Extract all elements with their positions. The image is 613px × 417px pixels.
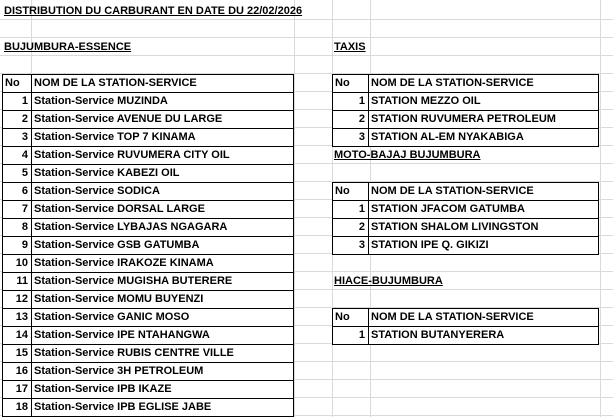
table-row (3, 255, 294, 273)
table-row (3, 93, 294, 111)
row-number: 10 (3, 255, 32, 273)
table-header-row (3, 75, 294, 93)
row-number: 13 (3, 309, 32, 327)
row-number: 1 (333, 93, 369, 111)
station-name: Station-Service MUZINDA (32, 93, 294, 111)
table-row (3, 111, 294, 129)
table-row (333, 111, 599, 129)
station-name: Station-Service IPE NTAHANGWA (32, 327, 294, 345)
row-number: 8 (3, 219, 32, 237)
table-row (333, 219, 599, 237)
col-header-station-name: NOM DE LA STATION-SERVICE (369, 183, 599, 201)
station-name: Station-Service RUVUMERA CITY OIL (32, 147, 294, 165)
col-header-no: No (333, 183, 369, 201)
row-number: 4 (3, 147, 32, 165)
table-row (3, 399, 294, 417)
station-name: Station-Service SODICA (32, 183, 294, 201)
section-heading-bujumbura: BUJUMBURA-ESSENCE (4, 41, 132, 53)
station-name: Station-Service MOMU BUYENZI (32, 291, 294, 309)
table-row (3, 219, 294, 237)
row-number: 1 (3, 93, 32, 111)
section-heading-hiace: HIACE-BUJUMBURA (334, 275, 443, 287)
station-name: STATION RUVUMERA PETROLEUM (369, 111, 599, 129)
row-number: 5 (3, 165, 32, 183)
col-header-station-name: NOM DE LA STATION-SERVICE (369, 75, 599, 93)
station-name: STATION JFACOM GATUMBA (369, 201, 599, 219)
station-name: Station-Service AVENUE DU LARGE (32, 111, 294, 129)
table-hiace (332, 308, 599, 345)
table-row (333, 93, 599, 111)
section-heading-taxis: TAXIS (334, 41, 366, 53)
station-name: Station-Service DORSAL LARGE (32, 201, 294, 219)
station-name: Station-Service IPB EGLISE JABE (32, 399, 294, 417)
table-row (3, 147, 294, 165)
row-number: 2 (3, 111, 32, 129)
section-heading-moto: MOTO-BAJAJ BUJUMBURA (334, 149, 481, 161)
table-row (3, 381, 294, 399)
col-header-no: No (333, 309, 369, 327)
col-header-no: No (333, 75, 369, 93)
table-row (3, 273, 294, 291)
table-moto (332, 182, 599, 255)
row-number: 1 (333, 201, 369, 219)
table-row (3, 165, 294, 183)
row-number: 7 (3, 201, 32, 219)
row-number: 12 (3, 291, 32, 309)
station-name: Station-Service KABEZI OIL (32, 165, 294, 183)
table-row (3, 183, 294, 201)
row-number: 6 (3, 183, 32, 201)
station-name: Station-Service LYBAJAS NGAGARA (32, 219, 294, 237)
station-name: Station-Service GSB GATUMBA (32, 237, 294, 255)
table-header-row (333, 183, 599, 201)
row-number: 3 (333, 237, 369, 255)
table-row (3, 345, 294, 363)
row-number: 11 (3, 273, 32, 291)
station-name: STATION AL-EM NYAKABIGA (369, 129, 599, 147)
station-name: Station-Service GANIC MOSO (32, 309, 294, 327)
col-header-station-name: NOM DE LA STATION-SERVICE (369, 309, 599, 327)
station-name: Station-Service MUGISHA BUTERERE (32, 273, 294, 291)
station-name: STATION IPE Q. GIKIZI (369, 237, 599, 255)
row-number: 3 (333, 129, 369, 147)
table-row (3, 309, 294, 327)
table-row (3, 129, 294, 147)
station-name: Station-Service IPB IKAZE (32, 381, 294, 399)
table-row (3, 201, 294, 219)
station-name: Station-Service IRAKOZE KINAMA (32, 255, 294, 273)
page-title: DISTRIBUTION DU CARBURANT EN DATE DU 22/02/2026 (4, 5, 303, 17)
row-number: 17 (3, 381, 32, 399)
row-number: 2 (333, 111, 369, 129)
col-header-no: No (3, 75, 32, 93)
row-number: 9 (3, 237, 32, 255)
table-bujumbura (2, 74, 294, 417)
station-name: Station-Service TOP 7 KINAMA (32, 129, 294, 147)
station-name: STATION BUTANYERERA (369, 327, 599, 345)
row-number: 15 (3, 345, 32, 363)
row-number: 14 (3, 327, 32, 345)
table-row (3, 237, 294, 255)
table-header-row (333, 309, 599, 327)
station-name: Station-Service 3H PETROLEUM (32, 363, 294, 381)
table-row (333, 201, 599, 219)
row-number: 1 (333, 327, 369, 345)
table-row (333, 237, 599, 255)
station-name: Station-Service RUBIS CENTRE VILLE (32, 345, 294, 363)
row-number: 2 (333, 219, 369, 237)
table-row (3, 291, 294, 309)
table-row (333, 129, 599, 147)
station-name: STATION MEZZO OIL (369, 93, 599, 111)
station-name: STATION SHALOM LIVINGSTON (369, 219, 599, 237)
table-row (3, 363, 294, 381)
table-header-row (333, 75, 599, 93)
table-row (3, 327, 294, 345)
table-row (333, 327, 599, 345)
table-taxis (332, 74, 599, 147)
row-number: 16 (3, 363, 32, 381)
row-number: 3 (3, 129, 32, 147)
row-number: 18 (3, 399, 32, 417)
col-header-station-name: NOM DE LA STATION-SERVICE (32, 75, 294, 93)
